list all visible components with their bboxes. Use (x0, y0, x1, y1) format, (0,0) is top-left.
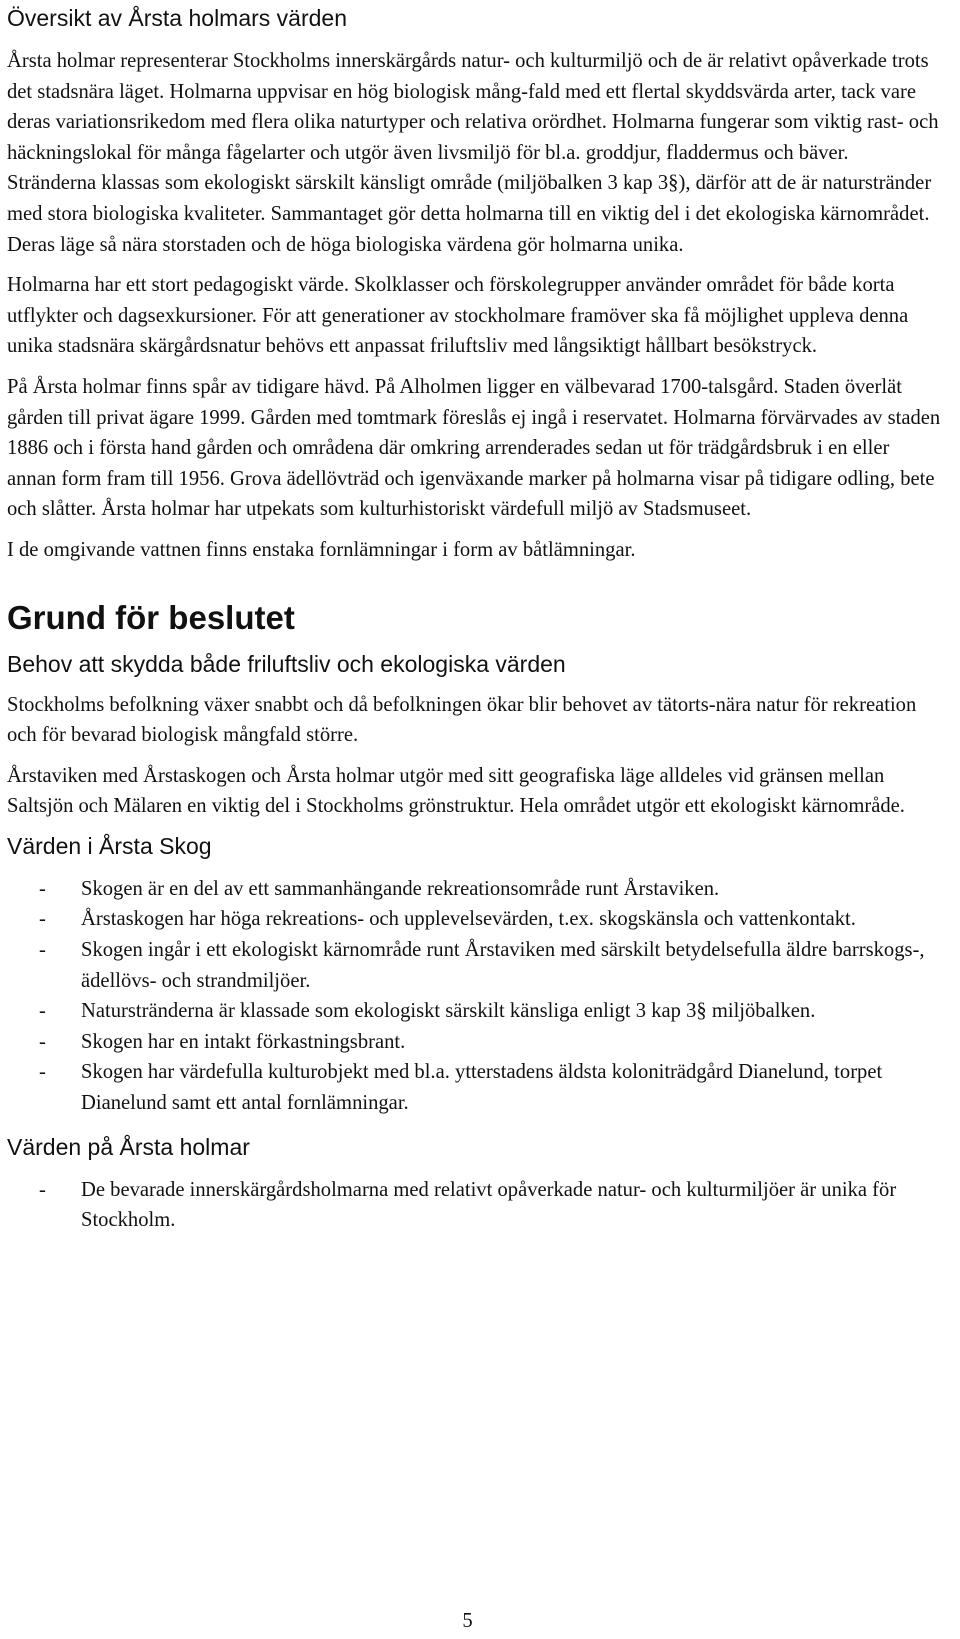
dash-bullet: - (39, 1061, 46, 1084)
list-item-text: Skogen är en del av ett sammanhängande rekreationsområde runt Årstaviken. (81, 877, 720, 900)
list-item-text: Naturstränderna är klassade som ekologiskt särskilt känsliga enligt 3 kap 3§ miljöbalken. (81, 1000, 816, 1023)
dash-bullet: - (39, 1030, 46, 1053)
list-item-text: Skogen har värdefulla kulturobjekt med bl.a. ytterstadens äldsta koloniträdgård Dianelund, torpet Dianelund samt ett antal fornlämningar. (81, 1061, 883, 1115)
list-item (7, 1027, 942, 1058)
paragraph-grund-1: Stockholms befolkning växer snabbt och då befolkningen ökar blir behovet av tätorts-nära natur för rekreation och för bevarad biologisk mångfald större. (7, 693, 917, 747)
list-item (7, 904, 942, 935)
paragraph-overview-1: Årsta holmar representerar Stockholms innerskärgårds natur- och kulturmiljö och de är relativt opåverkade trots det stadsnära läget. Holmarna uppvisar en hög biologisk mång-fald med ett flertal skyddsvärda arter, tack vare deras variationsrikedom med flera olika naturtyper och relativa orördhet. Holmarna fungerar som viktig rast- och häckningslokal för många fågelarter och utgör även livsmiljö för bl.a. groddjur, fladdermus och bäver. Stränderna klassas som ekologiskt särskilt känsligt område (miljöbalken 3 kap 3§), därför att de är naturstränder med stora biologiska kvaliteter. Sammantaget gör detta holmarna till en viktig del i det ekologiska kärnområdet. Deras läge så nära storstaden och de höga biologiska värdena gör holmarna unika. (7, 50, 939, 256)
list-item (7, 935, 942, 996)
dash-bullet: - (39, 1000, 46, 1023)
list-holmar-values (7, 1175, 942, 1236)
subheading-skog: Värden i Årsta Skog (7, 832, 212, 859)
document-page (7, 0, 942, 1250)
dash-bullet: - (39, 1178, 46, 1201)
section-heading-overview: Översikt av Årsta holmars värden (7, 5, 348, 31)
paragraph-grund-2: Årstaviken med Årstaskogen och Årsta holmar utgör med sitt geografiska läge alldeles vid gränsen mellan Saltsjön och Mälaren en viktig del i Stockholms grönstruktur. Hela området utgör ett ekologiskt kärnområde. (7, 764, 905, 818)
dash-bullet: - (39, 908, 46, 931)
list-item-text: Skogen ingår i ett ekologiskt kärnområde runt Årstaviken med särskilt betydelsefulla äldre barrskogs-, ädellövs- och strandmiljöer. (81, 939, 925, 992)
dash-bullet: - (39, 939, 46, 962)
list-item (7, 1057, 942, 1118)
section-heading-grund: Grund för beslutet (7, 598, 295, 636)
list-item-text: De bevarade innerskärgårdsholmarna med relativt opåverkade natur- och kulturmiljöer är unika för Stockholm. (81, 1178, 897, 1232)
list-item-text: Årstaskogen har höga rekreations- och upplevelsevärden, t.ex. skogskänsla och vattenkontakt. (81, 908, 856, 931)
paragraph-overview-3: På Årsta holmar finns spår av tidigare hävd. På Alholmen ligger en välbevarad 1700-talsgård. Staden överlät gården till privat ägare 1999. Gården med tomtmark föreslås ej ingå i reservatet. Holmarna förvärvades av staden 1886 och i första hand gården och områdena där omkring arrenderades sedan ut för trädgårdsbruk i en eller annan form fram till 1956. Grova ädellövträd och igenväxande marker på holmarna visar på tidigare odling, bete och slåtter. Årsta holmar har utpekats som kulturhistoriskt värdefull miljö av Stadsmuseet. (7, 375, 941, 521)
list-item (7, 1175, 942, 1236)
paragraph-overview-4: I de omgivande vattnen finns enstaka fornlämningar i form av båtlämningar. (7, 538, 636, 561)
subheading-behov: Behov att skydda både friluftsliv och ekologiska värden (7, 650, 566, 677)
subheading-holmar: Värden på Årsta holmar (7, 1133, 250, 1160)
paragraph-overview-2: Holmarna har ett stort pedagogiskt värde. Skolklasser och förskolegrupper använder området för både korta utflykter och dagsexkursioner. För att generationer av stockholmare framöver ska få möjlighet uppleva denna unika stadsnära skärgårdsnatur behövs ett anpassat friluftsliv med långsiktigt hållbart besökstryck. (7, 274, 909, 358)
list-item (7, 874, 942, 905)
dash-bullet: - (39, 877, 46, 900)
list-item (7, 996, 942, 1027)
page-number: 5 (462, 1610, 473, 1632)
list-item-text: Skogen har en intakt förkastningsbrant. (81, 1030, 406, 1053)
list-skog-values (7, 874, 942, 1119)
